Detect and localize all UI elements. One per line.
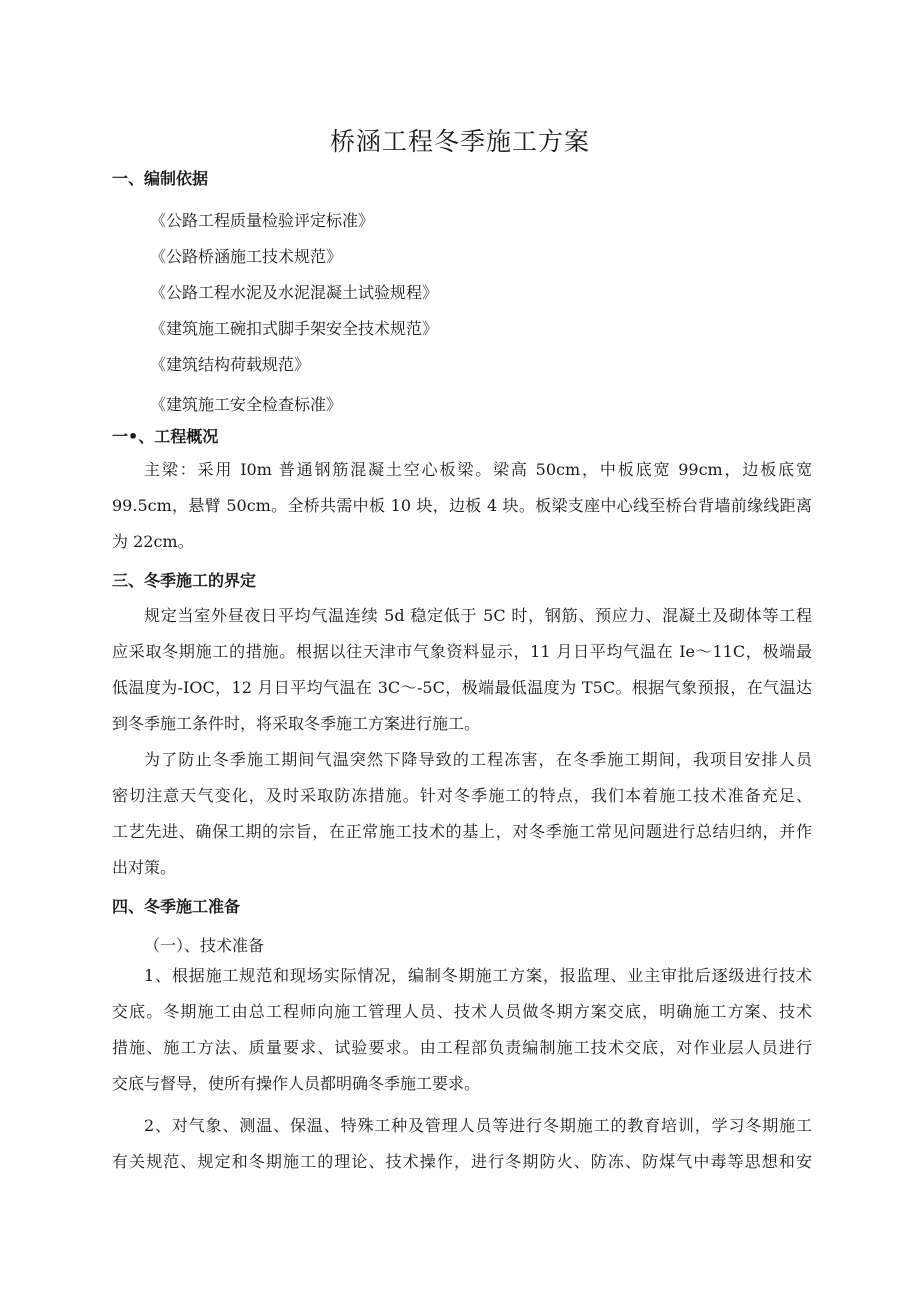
paragraph-line: 工艺先进、确保工期的宗旨，在正常施工技术的基上，对冬季施工常见问题进行总结归纳，并作 <box>112 822 812 841</box>
section-heading-basis: 一、编制依据 <box>112 169 209 188</box>
paragraph-line: 出对策。 <box>112 858 177 877</box>
paragraph-line: 规定当室外昼夜日平均气温连续 5d 稳定低于 5C 时，钢筋、预应力、混凝土及砌体等工程 <box>144 606 812 625</box>
subsection-heading-technical: （一）、技术准备 <box>144 936 265 955</box>
paragraph-line: 99.5cm，悬臂 50cm。全桥共需中板 10 块，边板 4 块。板梁支座中心线至桥台背墙前缘线距离 <box>112 496 812 515</box>
reference-item: 《公路桥涵施工技术规范》 <box>150 247 343 266</box>
paragraph-line: 2、对气象、测温、保温、特殊工种及管理人员等进行冬期施工的教育培训，学习冬期施工 <box>144 1116 812 1135</box>
section-heading-preparation: 四、冬季施工准备 <box>112 897 241 916</box>
paragraph-definition-1 <box>112 598 812 742</box>
reference-item: 《建筑施工安全检查标准》 <box>150 395 343 414</box>
paragraph-line: 为了防止冬季施工期间气温突然下降导致的工程冻害，在冬季施工期间，我项目安排人员 <box>144 750 812 769</box>
paragraph-overview <box>112 452 812 560</box>
paragraph-line: 为 22cm。 <box>112 532 194 551</box>
section-heading-definition: 三、冬季施工的界定 <box>112 571 257 590</box>
paragraph-technical-2 <box>112 1108 812 1180</box>
paragraph-line: 低温度为-IOC，12 月日平均气温在 3C～-5C，极端最低温度为 T5C。根据气象预报，在气温达 <box>112 678 812 697</box>
paragraph-technical-1 <box>112 958 812 1102</box>
paragraph-line: 到冬季施工条件时，将采取冬季施工方案进行施工。 <box>112 714 481 733</box>
paragraph-line: 应采取冬期施工的措施。根据以往天津市气象资料显示，11 月日平均气温在 Ie～11C，极端最 <box>112 642 812 661</box>
section-heading-overview: 一•、工程概况 <box>112 427 219 446</box>
reference-item: 《公路工程质量检验评定标准》 <box>150 211 375 230</box>
reference-item: 《建筑施工碗扣式脚手架安全技术规范》 <box>150 319 439 338</box>
paragraph-line: 1、根据施工规范和现场实际情况，编制冬期施工方案，报监理、业主审批后逐级进行技术 <box>144 966 812 985</box>
paragraph-line: 措施、施工方法、质量要求、试验要求。由工程部负责编制施工技术交底，对作业层人员进行 <box>112 1038 812 1057</box>
paragraph-definition-2 <box>112 742 812 886</box>
paragraph-line: 有关规范、规定和冬期施工的理论、技术操作，进行冬期防火、防冻、防煤气中毒等思想和安 <box>112 1152 812 1171</box>
document-title: 桥涵工程冬季施工方案 <box>329 127 590 156</box>
reference-item: 《公路工程水泥及水泥混凝土试验规程》 <box>150 283 439 302</box>
paragraph-line: 交底。冬期施工由总工程师向施工管理人员、技术人员做冬期方案交底，明确施工方案、技术 <box>112 1002 812 1021</box>
paragraph-line: 密切注意天气变化，及时采取防冻措施。针对冬季施工的特点，我们本着施工技术准备充足、 <box>112 786 812 805</box>
paragraph-line: 交底与督导，使所有操作人员都明确冬季施工要求。 <box>112 1074 481 1093</box>
reference-item: 《建筑结构荷载规范》 <box>150 355 311 374</box>
paragraph-line: 主梁：采用 I0m 普通钢筋混凝土空心板梁。梁高 50cm，中板底宽 99cm，边板底宽 <box>144 460 812 479</box>
